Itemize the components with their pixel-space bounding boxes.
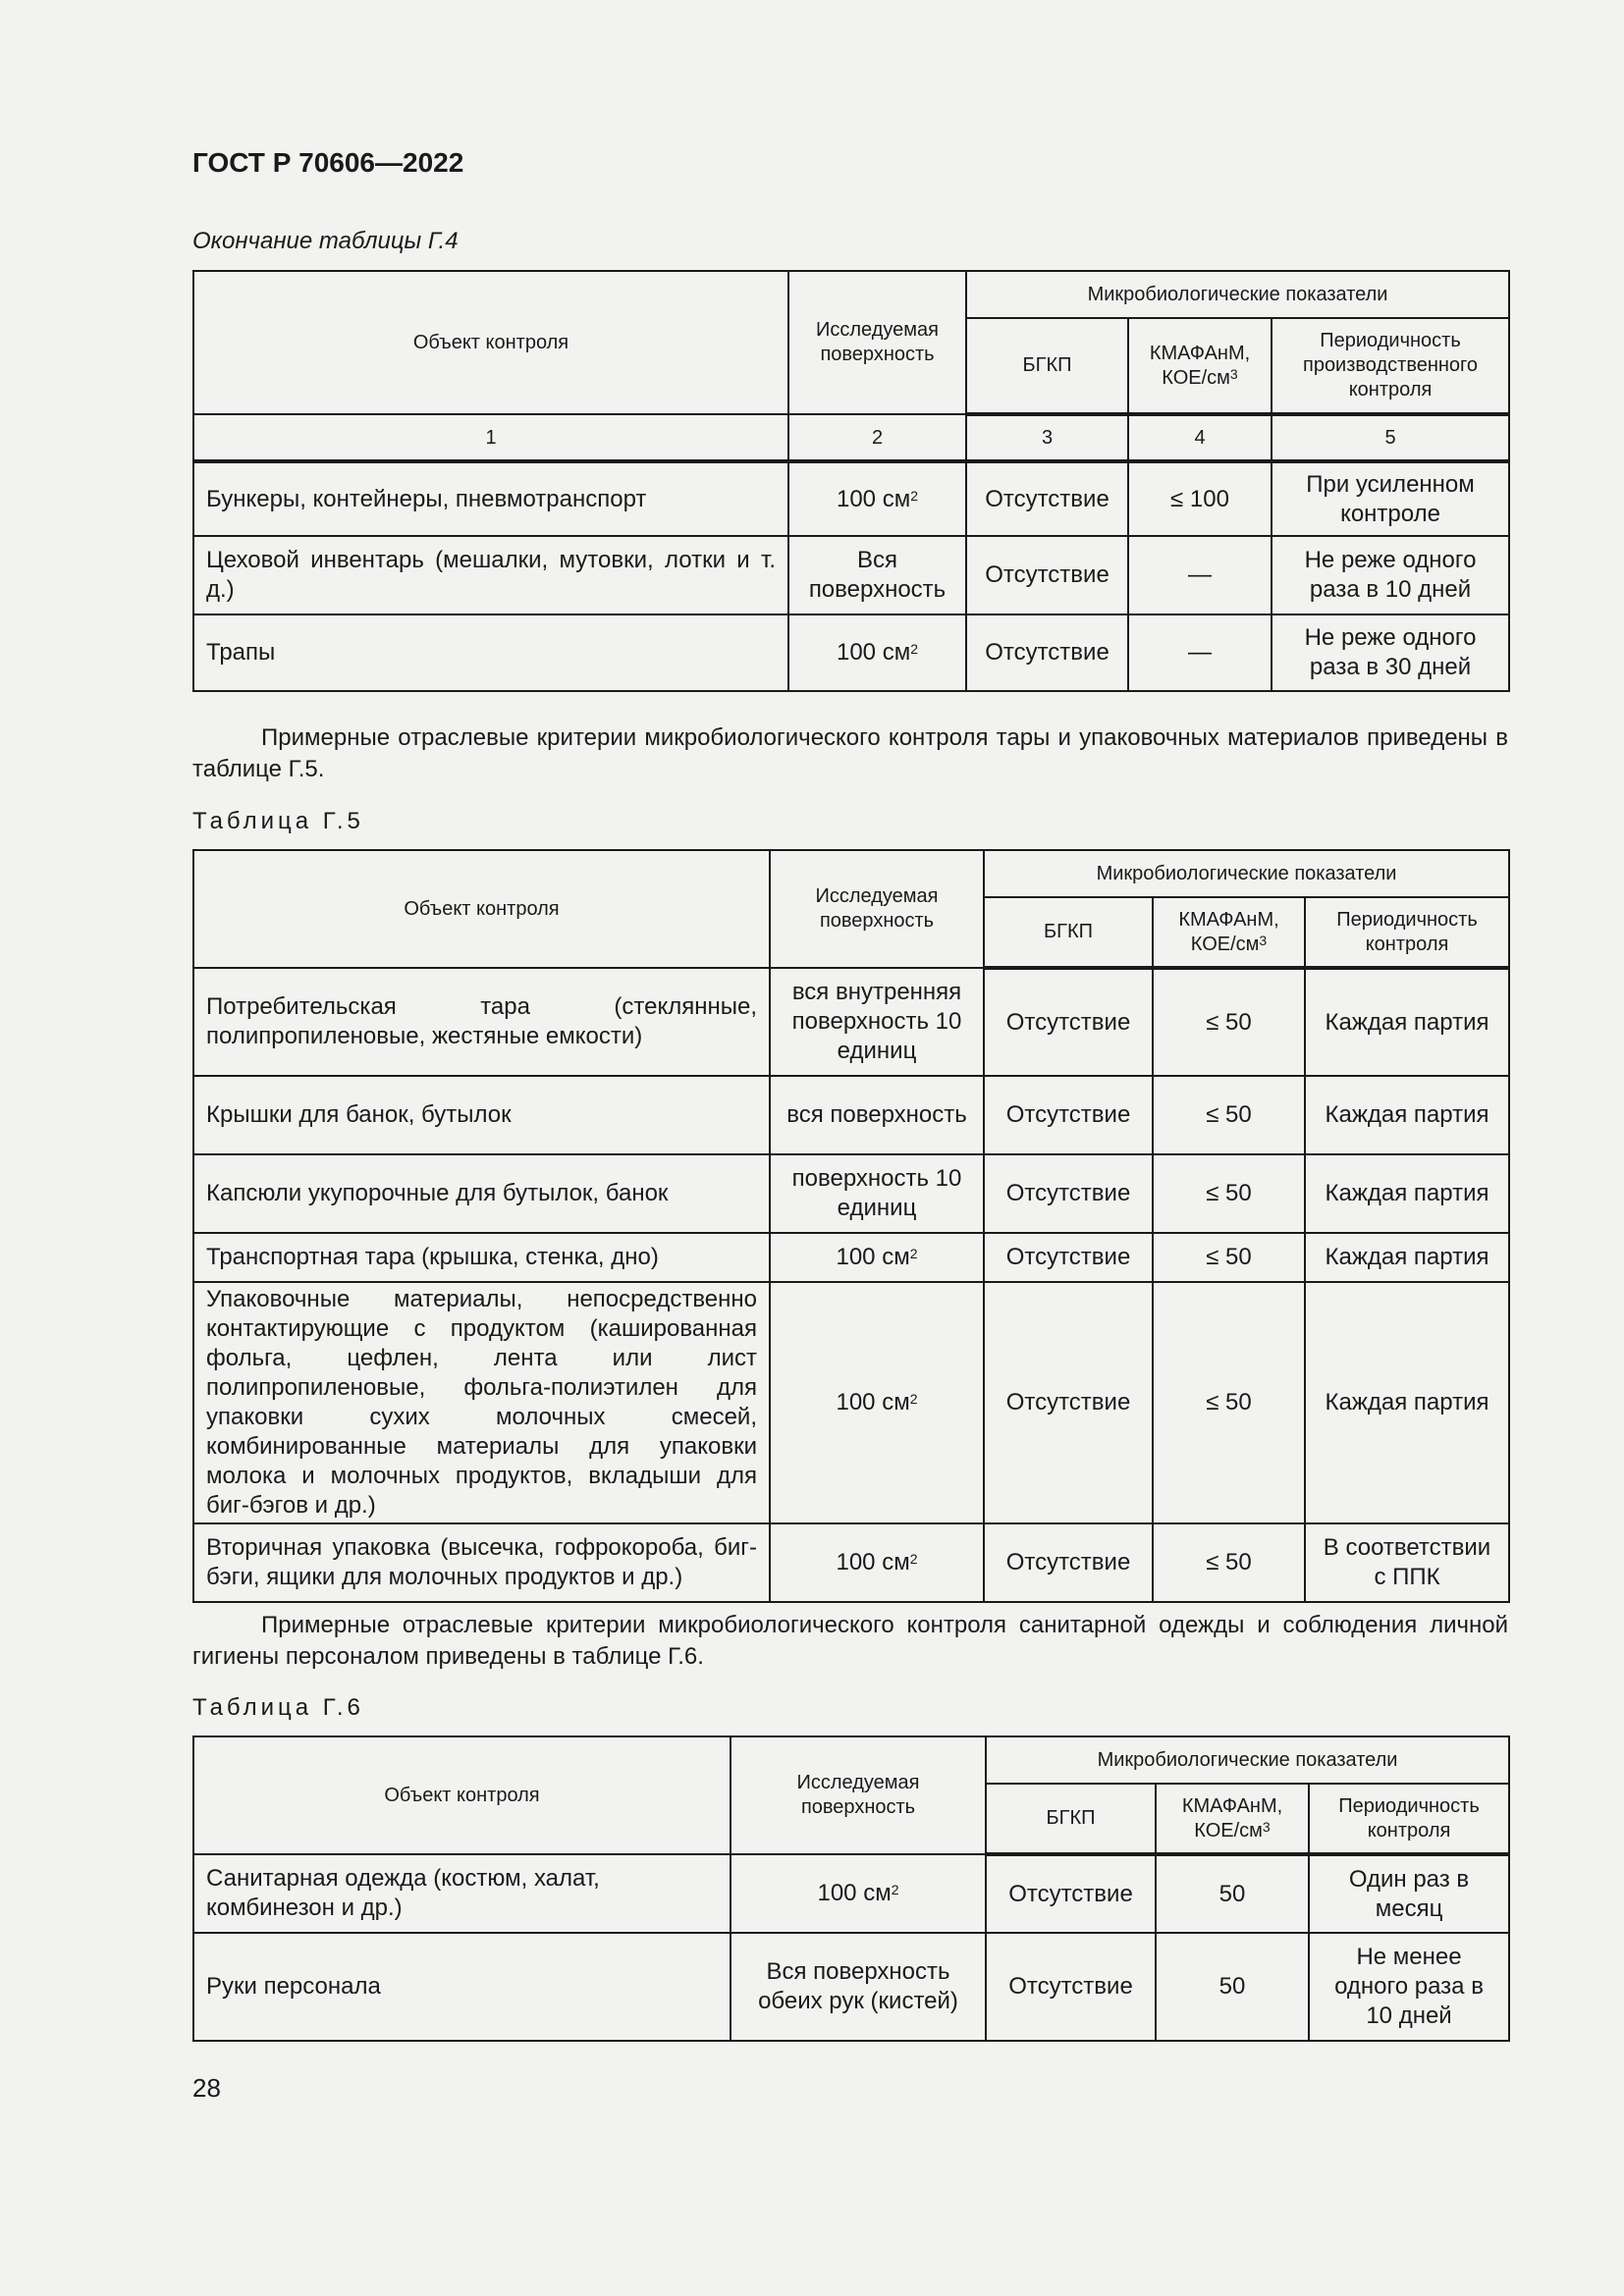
table-row <box>193 536 1509 614</box>
cell-kmaf: ≤ 50 <box>1153 968 1305 1076</box>
table-g6 <box>192 1735 1510 2042</box>
cell-period: При усиленном контроле <box>1272 461 1509 536</box>
cell-surface: вся внутренняя поверхность 10 единиц <box>770 968 984 1076</box>
cell-object: Санитарная одежда (костюм, халат, комбинезон и др.) <box>193 1854 731 1933</box>
header-micro-group: Микробиологические показатели <box>966 271 1509 318</box>
cell-period: Каждая партия <box>1305 1076 1509 1154</box>
cell-surface: Вся поверхность обеих рук (кистей) <box>731 1933 986 2041</box>
cell-bgkp: Отсутствие <box>984 1233 1153 1282</box>
cell-surface: 100 $см^2$ <box>770 1523 984 1602</box>
header-bgkp: БГКП <box>984 897 1153 968</box>
header-kmafanm: КМАФАнМ, КОЕ/$см^3$ <box>1128 318 1272 414</box>
table-row <box>193 968 1509 1076</box>
table-row <box>193 1154 1509 1233</box>
cell-object: Трапы <box>193 614 788 691</box>
cell-period: Не реже одного раза в 10 дней <box>1272 536 1509 614</box>
cell-surface: поверхность 10 единиц <box>770 1154 984 1233</box>
cell-bgkp: Отсутствие <box>966 614 1128 691</box>
cell-kmaf: 50 <box>1156 1854 1309 1933</box>
cell-kmaf: ≤ 100 <box>1128 461 1272 536</box>
column-number: 1 <box>193 414 788 461</box>
cell-surface: 100 $см^2$ <box>731 1854 986 1933</box>
cell-kmaf: ≤ 50 <box>1153 1154 1305 1233</box>
header-micro-group: Микробиологические показатели <box>984 850 1509 897</box>
cell-surface: 100 $см^2$ <box>770 1282 984 1523</box>
page-number: 28 <box>192 2073 221 2103</box>
header-surface: Исследуемая поверхность <box>788 271 966 414</box>
cell-kmaf: ≤ 50 <box>1153 1523 1305 1602</box>
cell-bgkp: Отсутствие <box>986 1933 1156 2041</box>
cell-surface: 100 $см^2$ <box>788 614 966 691</box>
cell-period: Один раз в месяц <box>1309 1854 1509 1933</box>
cell-period: Каждая партия <box>1305 1282 1509 1523</box>
cell-object: Бункеры, контейнеры, пневмотранспорт <box>193 461 788 536</box>
cell-kmaf: — <box>1128 536 1272 614</box>
cell-object: Крышки для банок, бутылок <box>193 1076 770 1154</box>
cell-kmaf: ≤ 50 <box>1153 1233 1305 1282</box>
table-g5-caption: Таблица Г.5 <box>192 808 364 834</box>
table-row <box>193 1233 1509 1282</box>
column-number: 5 <box>1272 414 1509 461</box>
header-period: Периодичность контроля <box>1309 1784 1509 1854</box>
table-row <box>193 1282 1509 1523</box>
table-g4-caption: Окончание таблицы Г.4 <box>192 228 459 254</box>
cell-bgkp: Отсутствие <box>966 536 1128 614</box>
header-object: Объект контроля <box>193 1736 731 1854</box>
cell-period: Каждая партия <box>1305 1233 1509 1282</box>
cell-surface: 100 $см^2$ <box>788 461 966 536</box>
header-period: Периодичность контроля <box>1305 897 1509 968</box>
cell-bgkp: Отсутствие <box>984 1282 1153 1523</box>
header-period: Периодичность производственного контроля <box>1272 318 1509 414</box>
cell-bgkp: Отсутствие <box>986 1854 1156 1933</box>
cell-object: Потребительская тара (стеклянные, полипропиленовые, жестяные емкости) <box>193 968 770 1076</box>
cell-bgkp: Отсутствие <box>984 968 1153 1076</box>
header-object: Объект контроля <box>193 850 770 968</box>
cell-bgkp: Отсутствие <box>984 1154 1153 1233</box>
header-kmafanm: КМАФАнМ, КОЕ/$см^3$ <box>1153 897 1305 968</box>
header-micro-group: Микробиологические показатели <box>986 1736 1509 1784</box>
cell-surface: 100 $см^2$ <box>770 1233 984 1282</box>
header-bgkp: БГКП <box>986 1784 1156 1854</box>
table-g6-caption: Таблица Г.6 <box>192 1694 364 1721</box>
header-object: Объект контроля <box>193 271 788 414</box>
cell-object: Руки персонала <box>193 1933 731 2041</box>
table-row <box>193 614 1509 691</box>
table-row <box>193 1854 1509 1933</box>
table-row <box>193 461 1509 536</box>
column-number: 4 <box>1128 414 1272 461</box>
column-number-row <box>193 414 1509 461</box>
cell-object: Капсюли укупорочные для бутылок, банок <box>193 1154 770 1233</box>
cell-kmaf: 50 <box>1156 1933 1309 2041</box>
cell-object: Вторичная упаковка (высечка, гофрокороба, биг-бэги, ящики для молочных продуктов и др.) <box>193 1523 770 1602</box>
cell-surface: вся поверхность <box>770 1076 984 1154</box>
paragraph-g6-intro: Примерные отраслевые критерии микробиологического контроля санитарной одежды и соблюдения личной гигиены персоналом приведены в таблице Г.6. <box>192 1612 1508 1670</box>
table-row <box>193 1523 1509 1602</box>
cell-period: Каждая партия <box>1305 1154 1509 1233</box>
cell-object: Цеховой инвентарь (мешалки, мутовки, лотки и т. д.) <box>193 536 788 614</box>
table-row <box>193 1933 1509 2041</box>
table-g5 <box>192 849 1510 1603</box>
cell-period: В соответствии с ППК <box>1305 1523 1509 1602</box>
cell-period: Каждая партия <box>1305 968 1509 1076</box>
table-row <box>193 1076 1509 1154</box>
cell-period: Не реже одного раза в 30 дней <box>1272 614 1509 691</box>
column-number: 3 <box>966 414 1128 461</box>
header-surface: Исследуемая поверхность <box>770 850 984 968</box>
table-g4 <box>192 270 1510 692</box>
cell-bgkp: Отсутствие <box>984 1076 1153 1154</box>
cell-kmaf: ≤ 50 <box>1153 1282 1305 1523</box>
cell-object: Упаковочные материалы, непосредственно контактирующие с продуктом (кашированная фольга, цефлен, лента или лист полипропиленовые, фольга-полиэтилен для упаковки сухих молочных смесей, комбинированные материалы для упаковки молока и молочных продуктов, вкладыши для биг-бэгов и др.) <box>193 1282 770 1523</box>
cell-kmaf: — <box>1128 614 1272 691</box>
cell-bgkp: Отсутствие <box>966 461 1128 536</box>
header-kmafanm: КМАФАнМ, КОЕ/$см^3$ <box>1156 1784 1309 1854</box>
cell-kmaf: ≤ 50 <box>1153 1076 1305 1154</box>
header-bgkp: БГКП <box>966 318 1128 414</box>
cell-object: Транспортная тара (крышка, стенка, дно) <box>193 1233 770 1282</box>
cell-bgkp: Отсутствие <box>984 1523 1153 1602</box>
cell-surface: Вся поверхность <box>788 536 966 614</box>
cell-period: Не менее одного раза в 10 дней <box>1309 1933 1509 2041</box>
document-title: ГОСТ Р 70606—2022 <box>192 147 464 178</box>
paragraph-g5-intro: Примерные отраслевые критерии микробиологического контроля тары и упаковочных материалов приведены в таблице Г.5. <box>192 724 1508 782</box>
column-number: 2 <box>788 414 966 461</box>
header-surface: Исследуемая поверхность <box>731 1736 986 1854</box>
